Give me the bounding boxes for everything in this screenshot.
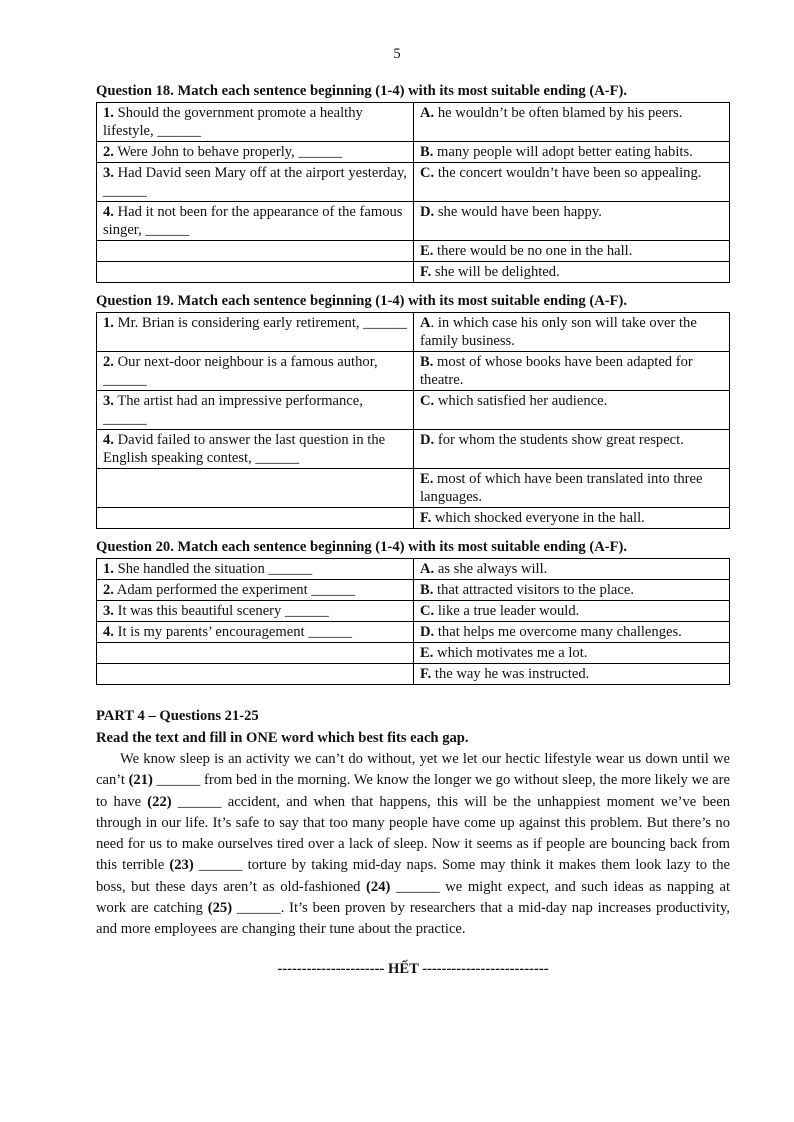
passage-text: ______. It’s been proven by researchers that a mid-day nap increases productivity, and more employees are changing their tune about the practice. <box>96 900 731 938</box>
sentence-beginning-cell <box>97 202 414 241</box>
sentence-ending-cell <box>414 664 730 685</box>
ending-text: . in which case his only son will take over the family business. <box>420 315 697 349</box>
beginning-number: 3. <box>103 603 114 619</box>
beginning-number: 1. <box>103 561 114 577</box>
ending-letter: E. <box>420 243 434 259</box>
sentence-beginning-cell <box>97 508 414 529</box>
passage-text: ______ we might expect, and such ideas as napping at work are catching <box>96 878 730 917</box>
sentence-ending-cell <box>414 559 730 580</box>
ending-letter: A <box>420 315 431 331</box>
ending-text: which motivates me a lot. <box>437 645 588 661</box>
question-19-rows <box>97 313 730 529</box>
ending-letter: C. <box>420 393 435 409</box>
gap-number: (24) <box>366 878 391 895</box>
ending-text: that attracted visitors to the place. <box>437 582 634 598</box>
question-19-table <box>96 312 730 529</box>
beginning-text: David failed to answer the last question in the English speaking contest, ______ <box>103 432 386 466</box>
sentence-beginning-cell <box>97 430 414 469</box>
sentence-ending-cell <box>414 202 730 241</box>
beginning-number: 1. <box>103 105 114 121</box>
beginning-number: 4. <box>103 432 114 448</box>
beginning-text: It was this beautiful scenery ______ <box>117 603 329 619</box>
ending-text: there would be no one in the hall. <box>437 243 633 259</box>
beginning-number: 3. <box>103 165 114 181</box>
beginning-text: Our next-door neighbour is a famous author, ______ <box>103 354 378 388</box>
sentence-ending-cell <box>414 142 730 163</box>
ending-text: which satisfied her audience. <box>437 393 608 409</box>
sentence-ending-cell <box>414 622 730 643</box>
table-row <box>97 163 730 202</box>
sentence-ending-cell <box>414 163 730 202</box>
table-row <box>97 352 730 391</box>
sentence-ending-cell <box>414 241 730 262</box>
sentence-beginning-cell <box>97 241 414 262</box>
beginning-number: 2. <box>103 144 114 160</box>
sentence-beginning-cell <box>97 559 414 580</box>
ending-text: many people will adopt better eating habits. <box>437 144 693 160</box>
beginning-text: The artist had an impressive performance, ______ <box>103 393 363 427</box>
question-20-rows <box>97 559 730 685</box>
passage-body <box>96 751 730 937</box>
table-row <box>97 580 730 601</box>
gap-number: (23) <box>169 857 194 874</box>
sentence-ending-cell <box>414 469 730 508</box>
ending-letter: B. <box>420 144 434 160</box>
sentence-ending-cell <box>414 352 730 391</box>
table-row <box>97 391 730 430</box>
sentence-ending-cell <box>414 391 730 430</box>
sentence-beginning-cell <box>97 313 414 352</box>
beginning-number: 2. <box>103 354 114 370</box>
ending-letter: B. <box>420 354 434 370</box>
beginning-text: It is my parents’ encouragement ______ <box>117 624 352 640</box>
gap-number: (22) <box>147 793 172 810</box>
page-number: 5 <box>393 46 401 62</box>
table-row <box>97 664 730 685</box>
gap-number: (21) <box>128 772 153 789</box>
part-4-instruction: Read the text and fill in ONE word which best fits each gap. <box>96 730 469 746</box>
sentence-beginning-cell <box>97 262 414 283</box>
ending-letter: B. <box>420 582 434 598</box>
ending-letter: C. <box>420 603 435 619</box>
passage-text: ______ torture by taking mid-day naps. Some may think it makes them look lazy to the boss, but these days aren’t as old-fashioned <box>96 857 730 895</box>
ending-text: most of which have been translated into three languages. <box>420 471 703 505</box>
beginning-text: Adam performed the experiment ______ <box>116 582 356 598</box>
beginning-text: Mr. Brian is considering early retirement, ______ <box>117 315 407 331</box>
beginning-number: 2. <box>103 582 114 598</box>
sentence-beginning-cell <box>97 580 414 601</box>
question-19-heading: Question 19. Match each sentence beginning (1-4) with its most suitable ending (A-F). <box>96 293 628 309</box>
table-row <box>97 430 730 469</box>
ending-letter: D. <box>420 624 435 640</box>
ending-text: she will be delighted. <box>434 264 560 280</box>
beginning-text: She handled the situation ______ <box>117 561 313 577</box>
sentence-ending-cell <box>414 313 730 352</box>
sentence-beginning-cell <box>97 469 414 508</box>
table-row <box>97 103 730 142</box>
beginning-number: 4. <box>103 204 114 220</box>
ending-text: that helps me overcome many challenges. <box>437 624 682 640</box>
gap-number: (25) <box>207 900 233 917</box>
question-20-table <box>96 558 730 685</box>
sentence-beginning-cell <box>97 103 414 142</box>
ending-letter: F. <box>420 666 432 682</box>
sentence-ending-cell <box>414 643 730 664</box>
sentence-beginning-cell <box>97 643 414 664</box>
beginning-text: Had it not been for the appearance of the famous singer, ______ <box>103 204 403 238</box>
passage-text: We know sleep is an activity we can’t do without, yet we let our hectic lifestyle wear us down until we can’t <box>96 751 730 789</box>
sentence-beginning-cell <box>97 664 414 685</box>
table-row <box>97 601 730 622</box>
ending-letter: C. <box>420 165 435 181</box>
ending-text: as she always will. <box>437 561 548 577</box>
ending-letter: A. <box>420 561 435 577</box>
sentence-beginning-cell <box>97 622 414 643</box>
end-marker: ---------------------- HẾT -------------------------- <box>277 960 549 977</box>
part-4-title: PART 4 – Questions 21-25 <box>96 708 259 724</box>
ending-letter: F. <box>420 264 432 280</box>
ending-text: she would have been happy. <box>437 204 602 220</box>
beginning-text: Should the government promote a healthy lifestyle, ______ <box>103 105 363 139</box>
sentence-ending-cell <box>414 601 730 622</box>
question-20-heading: Question 20. Match each sentence beginning (1-4) with its most suitable ending (A-F). <box>96 539 628 555</box>
sentence-ending-cell <box>414 103 730 142</box>
table-row <box>97 313 730 352</box>
ending-letter: E. <box>420 471 434 487</box>
ending-letter: A. <box>420 105 435 121</box>
sentence-ending-cell <box>414 262 730 283</box>
table-row <box>97 559 730 580</box>
ending-letter: D. <box>420 432 435 448</box>
table-row <box>97 202 730 241</box>
ending-text: he wouldn’t be often blamed by his peers. <box>437 105 683 121</box>
sentence-ending-cell <box>414 430 730 469</box>
beginning-text: Had David seen Mary off at the airport yesterday, ______ <box>103 165 407 199</box>
ending-letter: D. <box>420 204 435 220</box>
beginning-number: 3. <box>103 393 114 409</box>
ending-text: for whom the students show great respect. <box>437 432 684 448</box>
table-row <box>97 142 730 163</box>
beginning-number: 4. <box>103 624 114 640</box>
table-row <box>97 469 730 508</box>
question-18-table <box>96 102 730 283</box>
sentence-beginning-cell <box>97 352 414 391</box>
question-18-rows <box>97 103 730 283</box>
table-row <box>97 262 730 283</box>
passage-text: ______ accident, and when that happens, this will be the unhappiest moment we’ve been through in our life. It’s safe to say that too many people have come up against this problem. But there’s no need for us to make ourselves tired over a lack of sleep. Now it seems as if people are bouncing back from this terrible <box>96 793 730 874</box>
table-row <box>97 241 730 262</box>
reading-passage <box>96 749 730 941</box>
ending-text: the concert wouldn’t have been so appealing. <box>437 165 702 181</box>
sentence-beginning-cell <box>97 391 414 430</box>
passage-text: ______ from bed in the morning. We know the longer we go without sleep, the more likely we are to have <box>96 772 730 810</box>
sentence-beginning-cell <box>97 163 414 202</box>
beginning-text: Were John to behave properly, ______ <box>117 144 343 160</box>
sentence-beginning-cell <box>97 601 414 622</box>
beginning-number: 1. <box>103 315 114 331</box>
question-18-heading: Question 18. Match each sentence beginning (1-4) with its most suitable ending (A-F). <box>96 83 628 99</box>
ending-text: like a true leader would. <box>437 603 580 619</box>
table-row <box>97 643 730 664</box>
sentence-ending-cell <box>414 508 730 529</box>
page-content <box>96 83 730 978</box>
ending-letter: F. <box>420 510 432 526</box>
ending-text: which shocked everyone in the hall. <box>434 510 645 526</box>
ending-letter: E. <box>420 645 434 661</box>
ending-text: the way he was instructed. <box>434 666 590 682</box>
table-row <box>97 622 730 643</box>
table-row <box>97 508 730 529</box>
ending-text: most of whose books have been adapted for theatre. <box>420 354 693 388</box>
sentence-ending-cell <box>414 580 730 601</box>
sentence-beginning-cell <box>97 142 414 163</box>
